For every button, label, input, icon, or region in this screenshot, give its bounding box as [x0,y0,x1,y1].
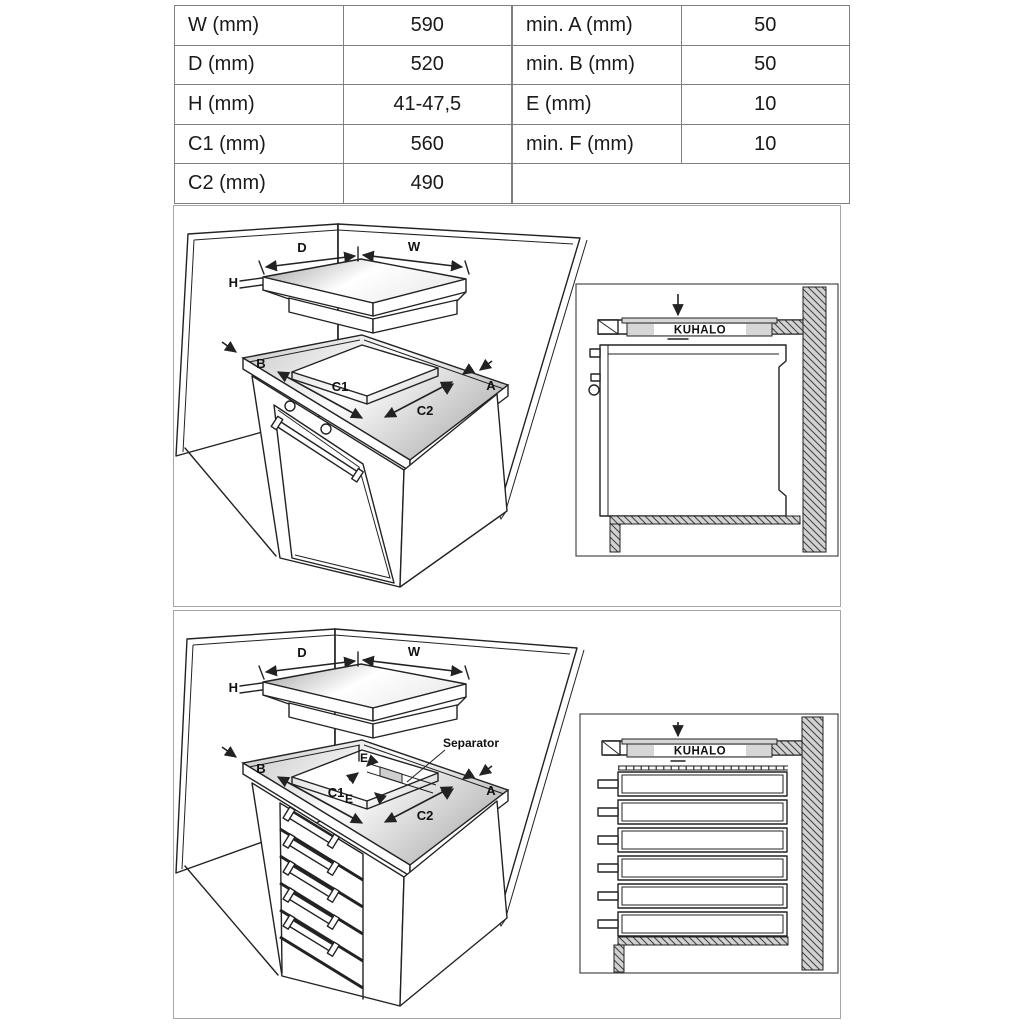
dim-label: min. B (mm) [513,45,682,85]
wall-section [802,717,823,970]
hob-section-label: KUHALO [673,324,727,337]
table-row [513,124,850,164]
label-e-bottom: E [344,792,354,806]
dim-label: H (mm) [175,85,344,125]
label-width: W [407,644,421,659]
table-row [513,164,850,204]
dim-value: 41-47,5 [343,85,512,125]
table-row [513,45,850,85]
figure-panel-oven [173,205,841,607]
table-row [175,124,512,164]
oven-section [600,345,786,516]
table-row [175,45,512,85]
table-row [513,85,850,125]
dim-value: 50 [681,45,850,85]
label-a: A [486,783,496,798]
table-row [175,6,512,46]
dim-label: min. F (mm) [513,124,682,164]
label-depth: D [297,645,307,660]
label-b: B [256,761,266,776]
dim-value: 590 [343,6,512,46]
label-c2: C2 [416,403,434,418]
label-height: H [228,275,238,290]
hob-section-label: KUHALO [673,745,727,758]
label-height: H [228,680,238,695]
label-separator: Separator [442,736,500,750]
dim-value: 10 [681,85,850,125]
dim-label: C1 (mm) [175,124,344,164]
figure-panel-drawers [173,610,841,1019]
label-c1: C1 [331,379,349,394]
dim-empty-cell [513,164,850,204]
dim-value: 10 [681,124,850,164]
dim-label: D (mm) [175,45,344,85]
dim-label: min. A (mm) [513,6,682,46]
cross-section-drawers [580,714,838,973]
installation-figure-drawers [174,611,840,1018]
label-width: W [407,239,421,254]
label-b: B [256,356,266,371]
table-row [175,85,512,125]
installation-figure-oven [174,206,840,606]
dim-label: C2 (mm) [175,164,344,204]
label-c1: C1 [327,785,345,800]
table-row [175,164,512,204]
label-e-top: E [359,751,369,765]
label-c2: C2 [416,808,434,823]
dim-label: E (mm) [513,85,682,125]
dimensions-table-right [512,5,850,204]
dim-value: 520 [343,45,512,85]
label-a: A [486,378,496,393]
dimensions-table-left [174,5,512,204]
dim-label: W (mm) [175,6,344,46]
table-row [513,6,850,46]
label-depth: D [297,240,307,255]
oven-knob [285,401,295,411]
dim-value: 50 [681,6,850,46]
dim-value: 560 [343,124,512,164]
wall-section [803,287,826,552]
dim-value: 490 [343,164,512,204]
cross-section-oven [576,284,838,556]
oven-knob [321,424,331,434]
